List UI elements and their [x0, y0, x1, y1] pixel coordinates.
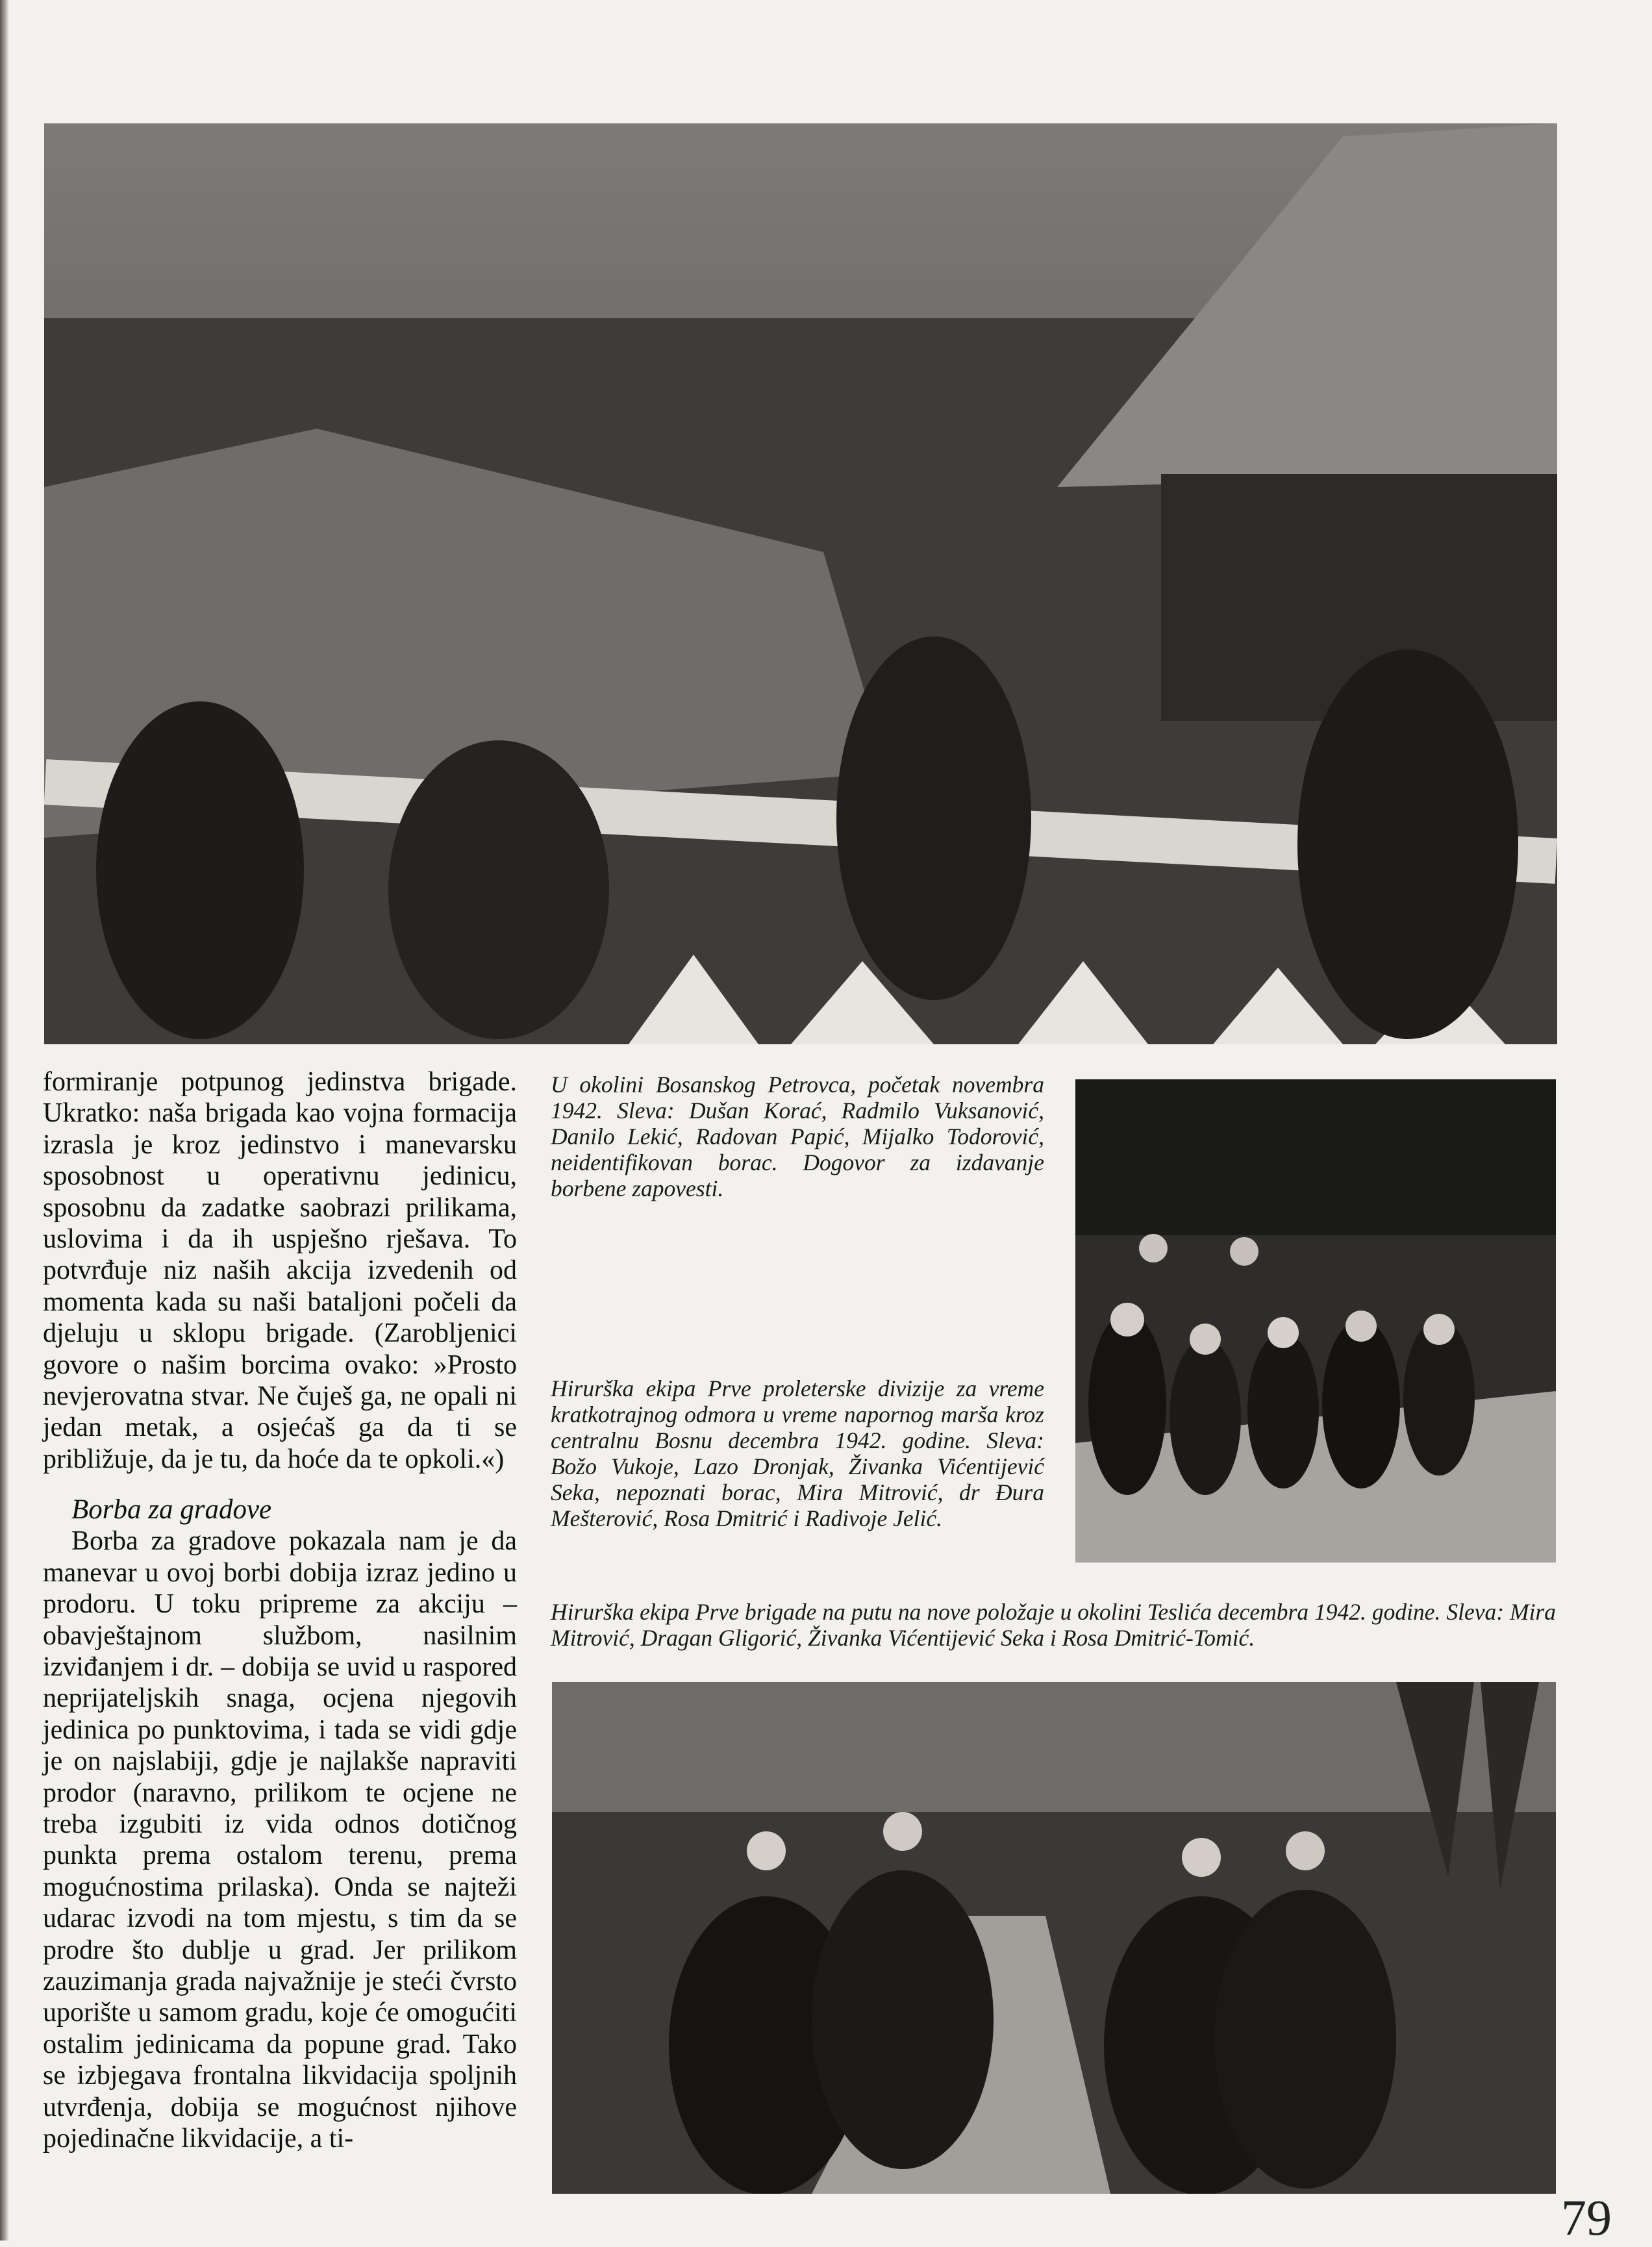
- middle-photograph: [1075, 1079, 1556, 1563]
- caption-top: U okolini Bosanskog Petrovca, početak novembra 1942. Sleva: Dušan Korać, Radmilo Vuksanović, Danilo Lekić, Radovan Papić, Mijalko Todorović, neidentifikovan borac. Dogovor za izdavanje borbene zapovesti.: [551, 1072, 1044, 1201]
- top-photograph: [44, 123, 1557, 1044]
- caption-middle: Hirurška ekipa Prve proleterske divizije za vreme kratkotrajnog odmora u vreme napornog marša kroz centralnu Bosnu decembra 1942. godine. Sleva: Božo Vukoje, Lazo Dronjak, Živanka Vićentijević Seka, nepoznati borac, Mira Mitrović, dr Đura Mešterović, Rosa Dmitrić i Radivoje Jelić.: [551, 1375, 1044, 1531]
- body-text-column: [43, 1066, 517, 2154]
- page-number: 79: [1561, 2189, 1612, 2246]
- body-paragraph-1: formiranje potpunog jedinstva brigade. Ukratko: naša brigada kao vojna formacija izrasla je kroz jedinstvo i manevarsku sposobnost u operativnu jedinicu, sposobnu da zadatke saobrazi prilikama, uslovima i da ih uspješno rješava. To potvrđuje niz naših akcija izvedenih od momenta kada su naši bataljoni počeli da djeluju u sklopu brigade. (Zarobljenici govore o našim borcima ovako: »Prosto nevjerovatna stvar. Ne čuješ ga, ne opali ni jedan metak, a osjećaš ga da ti se približuje, da je tu, da hoće da te opkoli.«): [43, 1067, 517, 1474]
- body-paragraph-2: Borba za gradove pokazala nam je da manevar u ovoj borbi dobija izraz jedino u prodoru. U toku pripreme za akciju – obavještajnom službom, nasilnim izviđanjem i dr. – dobija se uvid u raspored neprijateljskih snaga, ocjena njegovih jedinica po punktovima, i tada se vidi gdje je on najslabiji, gdje je najlakše napraviti prodor (naravno, prilikom te ocjene ne treba izgubiti iz vida odnos dotičnog punkta prema ostalom terenu, prema mogućnostima prilaska). Onda se najteži udarac izvodi na tom mjestu, s tim da se prodre što dublje u grad. Jer prilikom zauzimanja grada najvažnije je steći čvrsto uporište u samom gradu, koje će omogućiti ostalim jedinicama da popune grad. Tako se izbjegava frontalna likvidacija spoljnih utvrđenja, dobija se mogućnost njihove pojedinačne likvidacije, a ti-: [43, 1526, 517, 2153]
- book-spine-shadow: [0, 0, 9, 2241]
- caption-bottom: Hirurška ekipa Prve brigade na putu na nove položaje u okolini Teslića decembra 1942. godine. Sleva: Mira Mitrović, Dragan Gligorić, Živanka Vićentijević Seka i Rosa Dmitrić-Tomić.: [551, 1599, 1556, 1651]
- section-subheading: Borba za gradove: [71, 1494, 272, 1525]
- bottom-photograph: [552, 1682, 1556, 2194]
